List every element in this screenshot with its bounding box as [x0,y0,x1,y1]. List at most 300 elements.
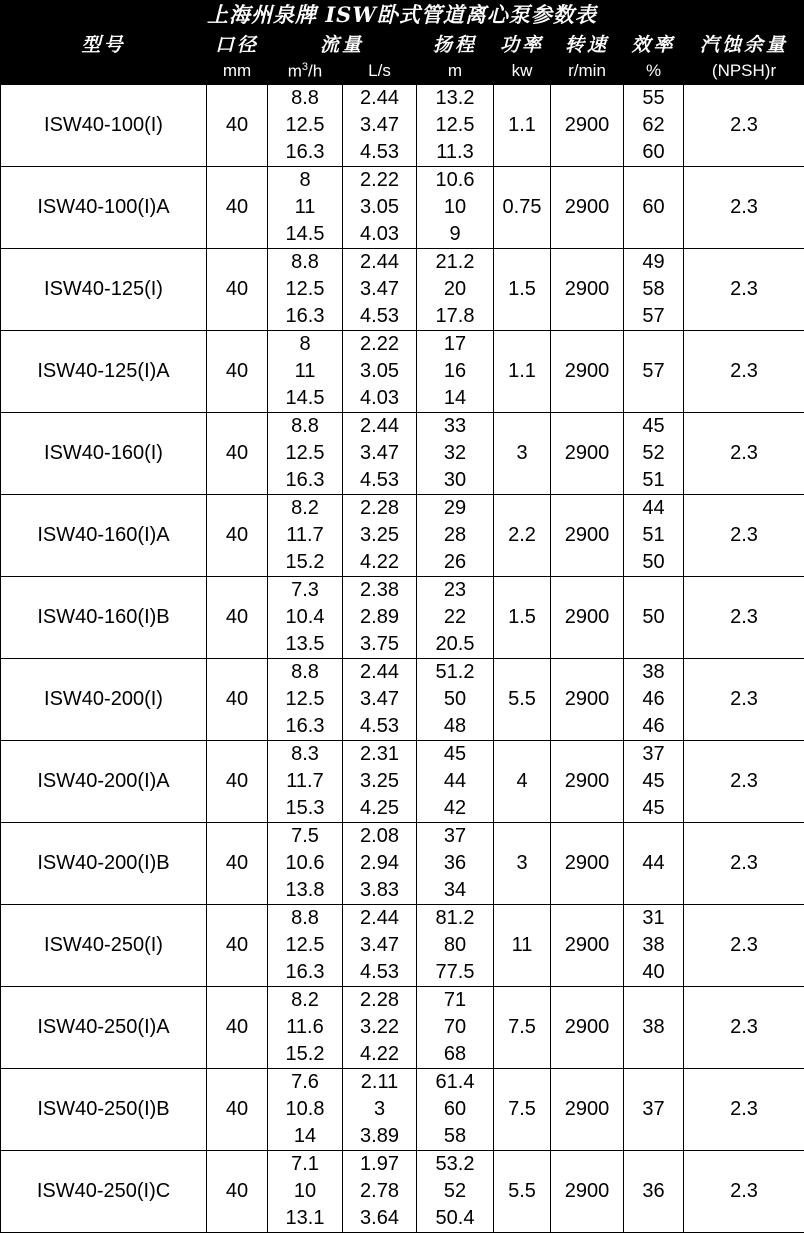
head-cell-value: 37 [417,823,493,850]
flow-ls-cell [343,413,417,495]
efficiency-cell: 57 [624,331,684,413]
efficiency-cell-value: 50 [624,549,683,576]
model-cell: ISW40-125(I) [1,249,207,331]
model-cell: ISW40-250(I)A [1,987,207,1069]
caliber-cell: 40 [207,987,268,1069]
head-cell-value: 21.2 [417,249,493,276]
flow-ls-cell [343,741,417,823]
efficiency-cell: 36 [624,1151,684,1233]
table-row [1,495,804,577]
power-cell: 1.5 [494,577,551,659]
head-cell-value: 29 [417,495,493,522]
npsh-cell: 2.3 [684,249,804,331]
caliber-cell: 40 [207,167,268,249]
model-cell: ISW40-200(I)B [1,823,207,905]
head-cell [417,495,494,577]
power-cell: 1.1 [494,85,551,167]
power-cell: 11 [494,905,551,987]
head-cell-value: 30 [417,467,493,494]
model-cell: ISW40-125(I)A [1,331,207,413]
caliber-cell: 40 [207,741,268,823]
flow-ls-cell-value: 2.38 [343,577,416,604]
flow-m3h-cell-value: 8.8 [268,905,342,932]
flow-m3h-cell-value: 8.3 [268,741,342,768]
efficiency-cell-value: 51 [624,522,683,549]
flow-ls-cell-value: 2.44 [343,249,416,276]
unit-npsh: (NPSH)r [684,58,804,85]
speed-cell: 2900 [551,413,624,495]
npsh-cell: 2.3 [684,1069,804,1151]
head-cell-value: 53.2 [417,1151,493,1178]
flow-m3h-cell-value: 14.5 [268,221,342,248]
caliber-cell: 40 [207,249,268,331]
flow-m3h-cell-value: 7.3 [268,577,342,604]
flow-ls-cell-value: 2.44 [343,85,416,112]
efficiency-cell-value: 58 [624,276,683,303]
flow-m3h-cell-value: 12.5 [268,686,342,713]
header-head: 扬程 [417,30,494,58]
flow-ls-cell-value: 3.89 [343,1123,416,1150]
flow-m3h-cell-value: 16.3 [268,467,342,494]
npsh-cell: 2.3 [684,905,804,987]
flow-ls-cell-value: 3.64 [343,1205,416,1232]
flow-m3h-cell [268,577,343,659]
flow-m3h-cell [268,85,343,167]
head-cell [417,85,494,167]
flow-ls-cell-value: 3.05 [343,358,416,385]
npsh-cell: 2.3 [684,741,804,823]
head-cell-value: 44 [417,768,493,795]
flow-m3h-cell-value: 13.5 [268,631,342,658]
head-cell-value: 48 [417,713,493,740]
speed-cell: 2900 [551,577,624,659]
flow-m3h-cell-value: 11.7 [268,522,342,549]
flow-ls-cell-value: 4.53 [343,713,416,740]
head-cell-value: 61.4 [417,1069,493,1096]
flow-m3h-cell-value: 8.8 [268,413,342,440]
head-cell-value: 17.8 [417,303,493,330]
caliber-cell: 40 [207,85,268,167]
head-cell-value: 28 [417,522,493,549]
flow-ls-cell-value: 2.28 [343,987,416,1014]
flow-m3h-cell-value: 16.3 [268,303,342,330]
flow-ls-cell-value: 4.25 [343,795,416,822]
head-cell [417,823,494,905]
flow-ls-cell-value: 2.44 [343,413,416,440]
flow-ls-cell-value: 4.03 [343,221,416,248]
efficiency-cell: 38 [624,987,684,1069]
flow-m3h-cell-value: 10.8 [268,1096,342,1123]
model-cell: ISW40-160(I)B [1,577,207,659]
head-cell [417,1151,494,1233]
flow-m3h-cell-value: 7.6 [268,1069,342,1096]
flow-ls-cell-value: 3.47 [343,276,416,303]
speed-cell: 2900 [551,167,624,249]
efficiency-cell-value: 45 [624,795,683,822]
flow-m3h-cell-value: 10.4 [268,604,342,631]
flow-m3h-cell [268,987,343,1069]
speed-cell: 2900 [551,1069,624,1151]
header-npsh: 汽蚀余量 [684,30,804,58]
header-row [1,30,804,58]
head-cell-value: 50 [417,686,493,713]
flow-m3h-cell-value: 16.3 [268,713,342,740]
head-cell [417,249,494,331]
model-cell: ISW40-160(I) [1,413,207,495]
caliber-cell: 40 [207,577,268,659]
header-speed: 转速 [551,30,624,58]
efficiency-cell-value: 37 [624,741,683,768]
caliber-cell: 40 [207,1151,268,1233]
flow-m3h-cell [268,1069,343,1151]
head-cell [417,167,494,249]
flow-m3h-cell [268,249,343,331]
flow-m3h-cell-value: 8.8 [268,85,342,112]
table-row [1,659,804,741]
efficiency-cell-value: 38 [624,932,683,959]
head-cell-value: 10.6 [417,167,493,194]
flow-m3h-cell-value: 11 [268,194,342,221]
flow-ls-cell [343,249,417,331]
flow-m3h-cell [268,823,343,905]
power-cell: 7.5 [494,987,551,1069]
head-cell-value: 71 [417,987,493,1014]
caliber-cell: 40 [207,413,268,495]
power-cell: 7.5 [494,1069,551,1151]
flow-ls-cell [343,1069,417,1151]
caliber-cell: 40 [207,495,268,577]
table-row [1,577,804,659]
efficiency-cell-value: 40 [624,959,683,986]
flow-m3h-cell [268,905,343,987]
npsh-cell: 2.3 [684,1151,804,1233]
flow-m3h-cell-value: 10.6 [268,850,342,877]
unit-row [1,58,804,85]
flow-ls-cell-value: 2.11 [343,1069,416,1096]
flow-m3h-cell-value: 11 [268,358,342,385]
flow-ls-cell-value: 3.47 [343,440,416,467]
flow-ls-cell [343,823,417,905]
unit-flow-m3h-tail: /h [308,61,322,80]
head-cell-value: 77.5 [417,959,493,986]
speed-cell: 2900 [551,495,624,577]
efficiency-cell [624,495,684,577]
efficiency-cell [624,659,684,741]
model-cell: ISW40-160(I)A [1,495,207,577]
speed-cell: 2900 [551,741,624,823]
efficiency-cell-value: 55 [624,85,683,112]
power-cell: 3 [494,823,551,905]
flow-ls-cell [343,85,417,167]
flow-ls-cell [343,577,417,659]
efficiency-cell [624,85,684,167]
flow-m3h-cell [268,659,343,741]
flow-ls-cell-value: 2.89 [343,604,416,631]
head-cell-value: 45 [417,741,493,768]
caliber-cell: 40 [207,823,268,905]
unit-flow-ls: L/s [343,58,417,85]
npsh-cell: 2.3 [684,413,804,495]
head-cell [417,905,494,987]
flow-m3h-cell [268,741,343,823]
flow-m3h-cell-value: 13.8 [268,877,342,904]
model-cell: ISW40-100(I)A [1,167,207,249]
head-cell-value: 10 [417,194,493,221]
flow-ls-cell-value: 3.83 [343,877,416,904]
model-cell: ISW40-100(I) [1,85,207,167]
unit-efficiency: % [624,58,684,85]
head-cell [417,987,494,1069]
flow-ls-cell-value: 3.22 [343,1014,416,1041]
flow-ls-cell-value: 2.94 [343,850,416,877]
table-row [1,987,804,1069]
flow-ls-cell-value: 4.53 [343,467,416,494]
flow-ls-cell-value: 2.08 [343,823,416,850]
head-cell-value: 9 [417,221,493,248]
flow-ls-cell-value: 1.97 [343,1151,416,1178]
head-cell-value: 20 [417,276,493,303]
unit-flow-m3h-sup: 3 [302,61,308,73]
flow-ls-cell-value: 2.28 [343,495,416,522]
efficiency-cell-value: 44 [624,495,683,522]
flow-m3h-cell-value: 7.5 [268,823,342,850]
pump-parameter-table [0,29,804,1233]
header-flow: 流量 [268,30,417,58]
head-cell-value: 52 [417,1178,493,1205]
head-cell-value: 17 [417,331,493,358]
flow-m3h-cell-value: 8.2 [268,495,342,522]
flow-m3h-cell-value: 8 [268,331,342,358]
efficiency-cell: 37 [624,1069,684,1151]
flow-m3h-cell-value: 14 [268,1123,342,1150]
head-cell-value: 70 [417,1014,493,1041]
unit-head: m [417,58,494,85]
efficiency-cell-value: 62 [624,112,683,139]
efficiency-cell: 60 [624,167,684,249]
flow-m3h-cell-value: 8.8 [268,659,342,686]
head-cell-value: 60 [417,1096,493,1123]
head-cell-value: 20.5 [417,631,493,658]
caliber-cell: 40 [207,1069,268,1151]
npsh-cell: 2.3 [684,495,804,577]
head-cell [417,413,494,495]
flow-ls-cell-value: 3.25 [343,768,416,795]
flow-ls-cell-value: 3.47 [343,686,416,713]
efficiency-cell-value: 60 [624,139,683,166]
header-model: 型号 [1,30,207,58]
head-cell [417,659,494,741]
npsh-cell: 2.3 [684,659,804,741]
head-cell-value: 50.4 [417,1205,493,1232]
flow-ls-cell-value: 2.44 [343,659,416,686]
flow-ls-cell-value: 2.22 [343,167,416,194]
efficiency-cell [624,413,684,495]
flow-m3h-cell [268,413,343,495]
flow-m3h-cell-value: 11.6 [268,1014,342,1041]
head-cell-value: 42 [417,795,493,822]
table-row [1,1069,804,1151]
efficiency-cell [624,741,684,823]
efficiency-cell: 44 [624,823,684,905]
flow-m3h-cell [268,331,343,413]
head-cell-value: 13.2 [417,85,493,112]
table-row [1,249,804,331]
flow-ls-cell [343,495,417,577]
flow-ls-cell-value: 4.22 [343,1041,416,1068]
head-cell-value: 58 [417,1123,493,1150]
speed-cell: 2900 [551,85,624,167]
flow-m3h-cell-value: 8.2 [268,987,342,1014]
sheet-title: 上海州泉牌 ISW卧式管道离心泵参数表 [0,0,804,29]
head-cell-value: 32 [417,440,493,467]
caliber-cell: 40 [207,659,268,741]
efficiency-cell-value: 46 [624,713,683,740]
npsh-cell: 2.3 [684,823,804,905]
head-cell [417,1069,494,1151]
efficiency-cell-value: 52 [624,440,683,467]
head-cell-value: 22 [417,604,493,631]
unit-flow-m3h [268,58,343,85]
efficiency-cell-value: 51 [624,467,683,494]
flow-m3h-cell [268,495,343,577]
model-cell: ISW40-200(I) [1,659,207,741]
speed-cell: 2900 [551,905,624,987]
flow-ls-cell [343,331,417,413]
caliber-cell: 40 [207,331,268,413]
speed-cell: 2900 [551,823,624,905]
head-cell-value: 33 [417,413,493,440]
table-row [1,413,804,495]
flow-ls-cell [343,987,417,1069]
flow-m3h-cell-value: 14.5 [268,385,342,412]
table-row [1,85,804,167]
efficiency-cell-value: 45 [624,768,683,795]
head-cell-value: 26 [417,549,493,576]
efficiency-cell-value: 46 [624,686,683,713]
flow-ls-cell-value: 4.53 [343,959,416,986]
npsh-cell: 2.3 [684,577,804,659]
model-cell: ISW40-200(I)A [1,741,207,823]
flow-ls-cell-value: 3 [343,1096,416,1123]
flow-m3h-cell-value: 15.2 [268,1041,342,1068]
header-power: 功率 [494,30,551,58]
efficiency-cell-value: 57 [624,303,683,330]
flow-ls-cell [343,1151,417,1233]
table-row [1,167,804,249]
flow-ls-cell-value: 2.44 [343,905,416,932]
table-row [1,905,804,987]
flow-ls-cell-value: 4.22 [343,549,416,576]
head-cell-value: 16 [417,358,493,385]
flow-m3h-cell-value: 11.7 [268,768,342,795]
efficiency-cell [624,249,684,331]
head-cell [417,577,494,659]
head-cell-value: 36 [417,850,493,877]
flow-m3h-cell-value: 7.1 [268,1151,342,1178]
efficiency-cell-value: 31 [624,905,683,932]
head-cell-value: 12.5 [417,112,493,139]
npsh-cell: 2.3 [684,331,804,413]
flow-m3h-cell-value: 12.5 [268,932,342,959]
power-cell: 1.5 [494,249,551,331]
flow-ls-cell-value: 3.25 [343,522,416,549]
flow-ls-cell-value: 2.78 [343,1178,416,1205]
model-cell: ISW40-250(I)B [1,1069,207,1151]
flow-ls-cell-value: 4.03 [343,385,416,412]
table-row [1,331,804,413]
flow-ls-cell-value: 3.47 [343,932,416,959]
unit-power: kw [494,58,551,85]
flow-ls-cell [343,905,417,987]
model-cell: ISW40-250(I)C [1,1151,207,1233]
flow-ls-cell-value: 2.22 [343,331,416,358]
flow-ls-cell-value: 4.53 [343,139,416,166]
power-cell: 3 [494,413,551,495]
head-cell-value: 51.2 [417,659,493,686]
power-cell: 5.5 [494,1151,551,1233]
head-cell-value: 68 [417,1041,493,1068]
flow-ls-cell [343,659,417,741]
table-row [1,741,804,823]
head-cell-value: 80 [417,932,493,959]
efficiency-cell-value: 49 [624,249,683,276]
flow-ls-cell [343,167,417,249]
flow-m3h-cell-value: 16.3 [268,139,342,166]
speed-cell: 2900 [551,987,624,1069]
speed-cell: 2900 [551,659,624,741]
flow-m3h-cell-value: 12.5 [268,276,342,303]
flow-m3h-cell [268,167,343,249]
power-cell: 2.2 [494,495,551,577]
head-cell-value: 23 [417,577,493,604]
flow-m3h-cell [268,1151,343,1233]
header-efficiency: 效率 [624,30,684,58]
flow-ls-cell-value: 4.53 [343,303,416,330]
npsh-cell: 2.3 [684,987,804,1069]
flow-m3h-cell-value: 12.5 [268,112,342,139]
table-row [1,823,804,905]
flow-m3h-cell-value: 13.1 [268,1205,342,1232]
npsh-cell: 2.3 [684,85,804,167]
flow-m3h-cell-value: 10 [268,1178,342,1205]
flow-m3h-cell-value: 15.2 [268,549,342,576]
speed-cell: 2900 [551,1151,624,1233]
unit-caliber: mm [207,58,268,85]
efficiency-cell-value: 45 [624,413,683,440]
model-cell: ISW40-250(I) [1,905,207,987]
flow-m3h-cell-value: 12.5 [268,440,342,467]
efficiency-cell: 50 [624,577,684,659]
flow-ls-cell-value: 3.47 [343,112,416,139]
caliber-cell: 40 [207,905,268,987]
power-cell: 4 [494,741,551,823]
flow-m3h-cell-value: 8.8 [268,249,342,276]
efficiency-cell-value: 38 [624,659,683,686]
flow-ls-cell-value: 3.05 [343,194,416,221]
power-cell: 0.75 [494,167,551,249]
head-cell-value: 11.3 [417,139,493,166]
header-caliber: 口径 [207,30,268,58]
power-cell: 5.5 [494,659,551,741]
head-cell [417,741,494,823]
head-cell-value: 34 [417,877,493,904]
efficiency-cell [624,905,684,987]
flow-ls-cell-value: 3.75 [343,631,416,658]
head-cell [417,331,494,413]
head-cell-value: 14 [417,385,493,412]
speed-cell: 2900 [551,331,624,413]
unit-flow-m3h-base: m [288,61,302,80]
